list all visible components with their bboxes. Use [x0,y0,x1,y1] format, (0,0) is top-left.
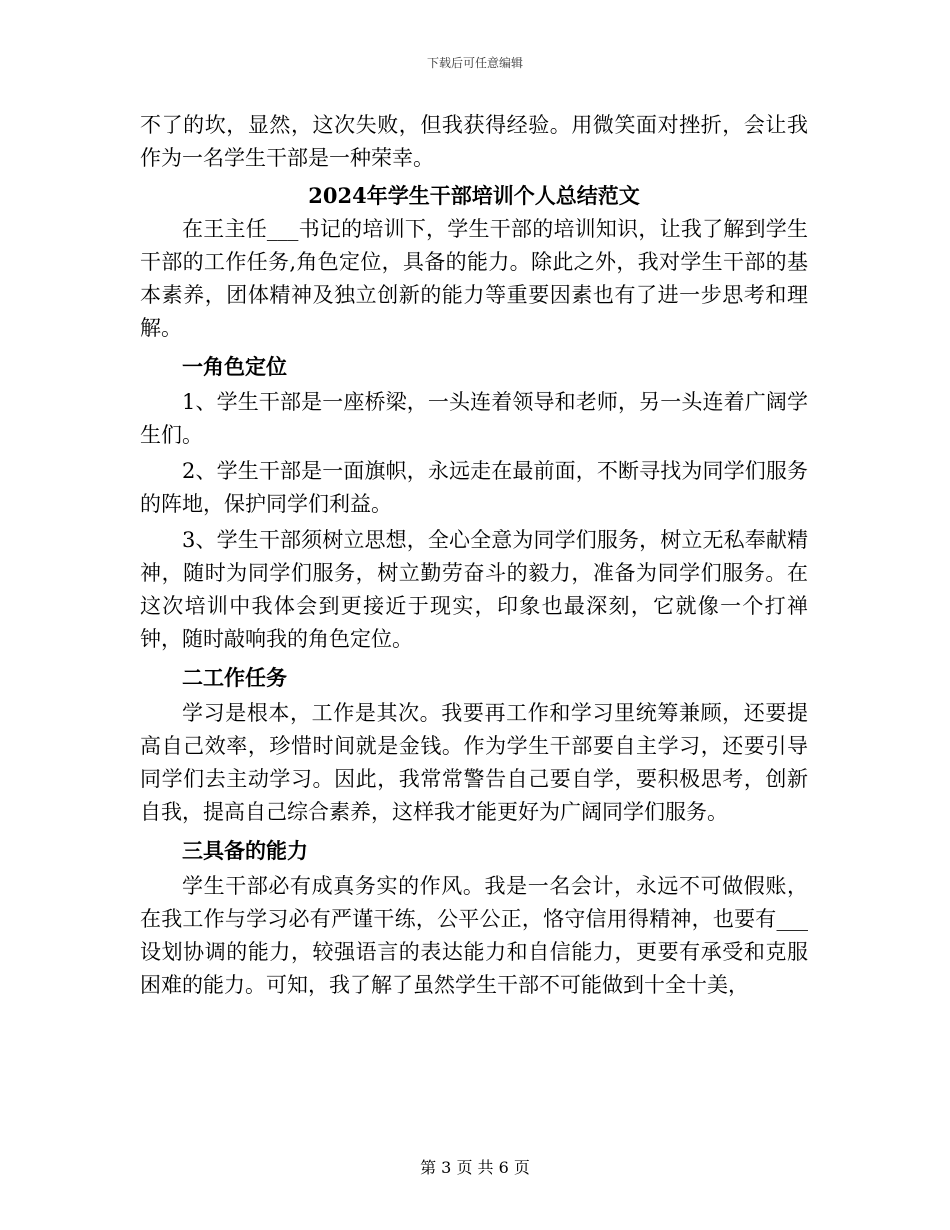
section-heading-role: 一角色定位 [182,354,287,379]
abilities-paragraph-1: 学生干部必有成真务实的作风。我是一名会计，永远不可做假账，在我工作与学习必有严谨干练，公平公正，恪守信用得精神，也要有___设划协调的能力，较强语言的表达能力和自信能力，更要有承受和克服困难的能力。可知，我了解了虽然学生干部不可能做到十全十美， [140,874,808,997]
role-paragraph-3: 3、学生干部须树立思想，全心全意为同学们服务，树立无私奉献精神，随时为同学们服务，树立勤劳奋斗的毅力，准备为同学们服务。在这次培训中我体会到更接近于现实，印象也最深刻，它就像一个打禅钟，随时敲响我的角色定位。 [140,528,808,651]
carryover-paragraph: 不了的坎，显然，这次失败，但我获得经验。用微笑面对挫折，会让我作为一名学生干部是一种荣幸。 [140,113,808,170]
document-body [140,109,808,1002]
header-note: 下载后可任意编辑 [426,56,523,70]
tasks-paragraph-1: 学习是根本，工作是其次。我要再工作和学习里统筹兼顾，还要提高自己效率，珍惜时间就是金钱。作为学生干部要自主学习，还要引导同学们去主动学习。因此，我常常警告自己要自学，要积极思考，创新自我，提高自己综合素养，这样我才能更好为广阔同学们服务。 [140,701,808,824]
role-paragraph-1: 1、学生干部是一座桥梁，一头连着领导和老师，另一头连着广阔学生们。 [140,390,808,447]
section-heading-tasks: 二工作任务 [182,665,287,690]
intro-paragraph: 在王主任___书记的培训下，学生干部的培训知识，让我了解到学生干部的工作任务,角色定位，具备的能力。除此之外，我对学生干部的基本素养，团体精神及独立创新的能力等重要因素也有了进一步思考和理解。 [140,217,808,340]
page-number-footer: 第 3 页 共 6 页 [420,1158,530,1177]
document-title: 2024年学生干部培训个人总结范文 [308,183,640,208]
role-paragraph-2: 2、学生干部是一面旗帜，永远走在最前面，不断寻找为同学们服务的阵地，保护同学们利益。 [140,459,808,516]
section-heading-abilities: 三具备的能力 [182,838,308,863]
